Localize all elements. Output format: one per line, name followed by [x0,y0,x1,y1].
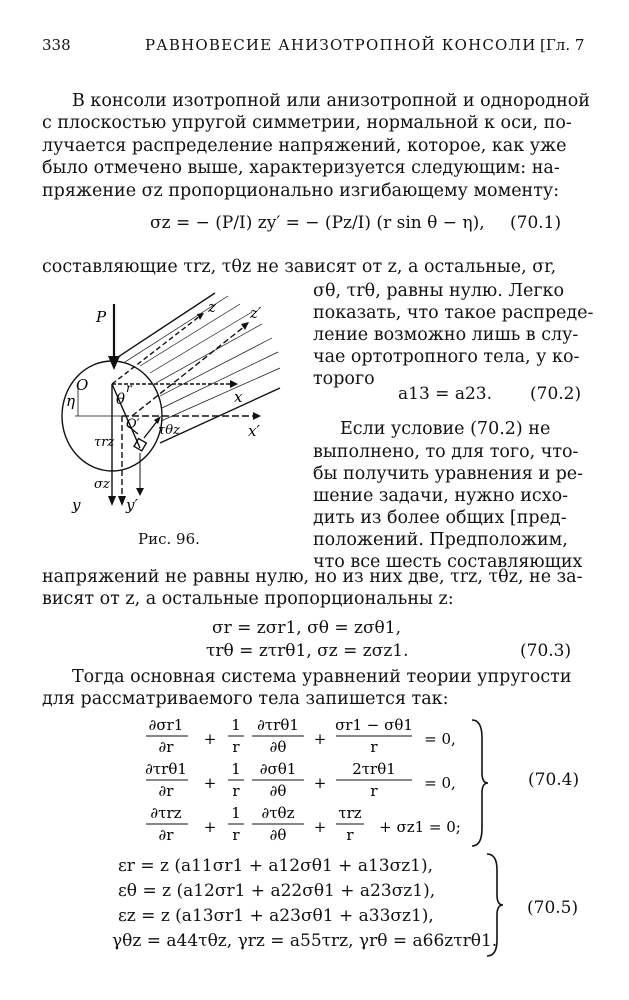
p-arrowhead [108,356,120,370]
eq4-r2-num2: 1 [231,760,241,778]
intro-line: пряжение σz пропорционально изгибающему моменту: [42,181,560,201]
equation-number-70-3: (70.3) [520,641,572,661]
intro-line: лучается распределение напряжений, которое, как уже [42,136,567,156]
eq4-r3-num1: ∂τrz [150,804,182,822]
equation-70-3-line2: τrθ = zτrθ1, σz = zσz1. [206,641,409,661]
right-col-line: Если условие (70.2) не [340,419,551,439]
equation-70-3-line1: σr = zσr1, σθ = zσθ1, [212,618,402,638]
equation-number-70-2: (70.2) [530,384,582,404]
right-col-line: σθ, τrθ, равны нулю. Легко [313,281,564,301]
page-number: 338 [42,36,71,54]
eq4-r2-num1: ∂τrθ1 [145,760,187,778]
eq4-r2-rhs: = 0, [424,774,456,792]
cylinder-top-edge [112,293,215,361]
right-col-line: торого [313,369,375,389]
after-line: напряжений не равны нулю, но из них две, τrz, τθz, не за- [42,567,583,587]
equation-70-5-line: γθz = a44τθz, γrz = a55τrz, γrθ = a66zτrθ1. [112,931,498,951]
eq4-r2-num3: ∂σθ1 [259,760,297,778]
figure-96-cylinder [40,288,302,516]
fig-label-theta: θ [116,390,126,408]
fig-label-tau-rz: τrz [94,435,115,450]
stress-element [134,439,146,451]
intro-line: с плоскостью упругой симметрии, нормальной к оси, по- [42,113,572,133]
after-line: висят от z, а остальные пропорциональны z: [42,589,454,609]
equation-number-70-1: (70.1) [510,213,562,233]
fig-label-z-prime: z′ [250,304,262,322]
fig-label-o: O [76,376,89,394]
intro-line: было отмечено выше, характеризуется следующим: на- [42,158,560,178]
svg-text:+: + [313,730,327,748]
equation-number-70-4: (70.4) [528,770,580,790]
figure-caption: Рис. 96. [138,530,200,548]
equation-70-5-line: εr = z (a11σr1 + a12σθ1 + a13σz1), [118,856,433,876]
right-col-line: бы получить уравнения и ре- [313,464,584,484]
eq4-r3-den1: ∂r [158,826,174,844]
eq4-r2-den4: r [370,782,378,800]
running-title: РАВНОВЕСИЕ АНИЗОТРОПНОЙ КОНСОЛИ [145,36,537,54]
eq4-r2-den1: ∂r [158,782,174,800]
fig-label-eta: η [66,392,75,410]
equation-number-70-5: (70.5) [527,898,579,918]
z-axis [112,316,200,384]
eq4-r1-num1: ∂σr1 [148,716,184,734]
eq4-r1-den3: ∂θ [269,738,287,756]
fig-label-sigma-z: σz [94,477,110,492]
system-intro-line: для рассматриваемого тела запишется так: [42,689,449,709]
eq4-r3-den3: ∂θ [269,826,287,844]
eq4-r1-rhs: = 0, [424,730,456,748]
eq4-r3-num4: τrz [338,804,362,822]
eq4-r1-den1: ∂r [158,738,174,756]
system-intro-line: Тогда основная система уравнений теории упругости [72,667,572,687]
right-col-line: положений. Предположим, [313,530,568,550]
chapter-ref: [Гл. 7 [540,36,585,54]
fig-label-y-prime: y′ [126,496,138,514]
right-col-line: шение задачи, нужно исхо- [313,486,569,506]
right-brace-70-5 [485,852,505,958]
fig-label-o-prime: O′ [126,417,140,432]
fig-label-p: P [96,308,107,326]
eq4-r2-den3: ∂θ [269,782,287,800]
svg-text:+: + [203,730,217,748]
eq4-r2-num4: 2τrθ1 [352,760,396,778]
svg-text:+: + [313,774,327,792]
eq4-r3-den4: r [346,826,354,844]
eq4-r3-den2: r [232,826,240,844]
right-col-line: ление возможно лишь в слу- [313,325,579,345]
eq4-r1-num2: 1 [231,716,241,734]
wrap-first-line: составляющие τrz, τθz не зависят от z, а остальные, σr, [42,257,557,277]
equation-70-5-line: εθ = z (a12σr1 + a22σθ1 + a23σz1), [118,881,436,901]
equation-70-4 [140,712,480,852]
fig-label-x: x [234,388,243,406]
eq4-r1-den4: r [370,738,378,756]
eq4-r2-den2: r [232,782,240,800]
svg-text:+: + [203,818,217,836]
fig-label-z: z [208,298,216,316]
eq4-r1-den2: r [232,738,240,756]
equation-70-1: σz = − (P/I) zy′ = − (Pz/I) (r sin θ − η), [150,213,485,233]
eq4-r3-num3: ∂τθz [261,804,295,822]
right-col-line: выполнено, то для того, что- [313,442,579,462]
equation-70-5-line: εz = z (a13σr1 + a23σθ1 + a33σz1), [118,906,434,926]
svg-text:+: + [313,818,327,836]
fig-label-y: y [72,496,81,514]
z-prime-axis [132,326,245,416]
svg-text:+: + [203,774,217,792]
equation-70-2: a13 = a23. [398,384,492,404]
intro-line: В консоли изотропной или анизотропной и однородной [72,91,590,111]
right-col-line: что все шесть составляющих [313,552,583,572]
eq4-r3-num2: 1 [231,804,241,822]
right-col-line: дить из более общих [пред- [313,508,567,528]
eq4-r1-num4: σr1 − σθ1 [335,716,413,734]
right-brace-70-4 [470,718,490,848]
fig-label-tau-theta-z: τθz [158,423,180,438]
right-col-line: чае ортотропного тела, у ко- [313,347,580,367]
right-col-line: показать, что такое распреде- [313,303,594,323]
eq4-r3-rhs: + σz1 = 0; [379,818,461,836]
eq4-r1-num3: ∂τrθ1 [257,716,299,734]
fig-label-r: r [126,381,132,395]
fig-label-x-prime: x′ [248,422,260,440]
